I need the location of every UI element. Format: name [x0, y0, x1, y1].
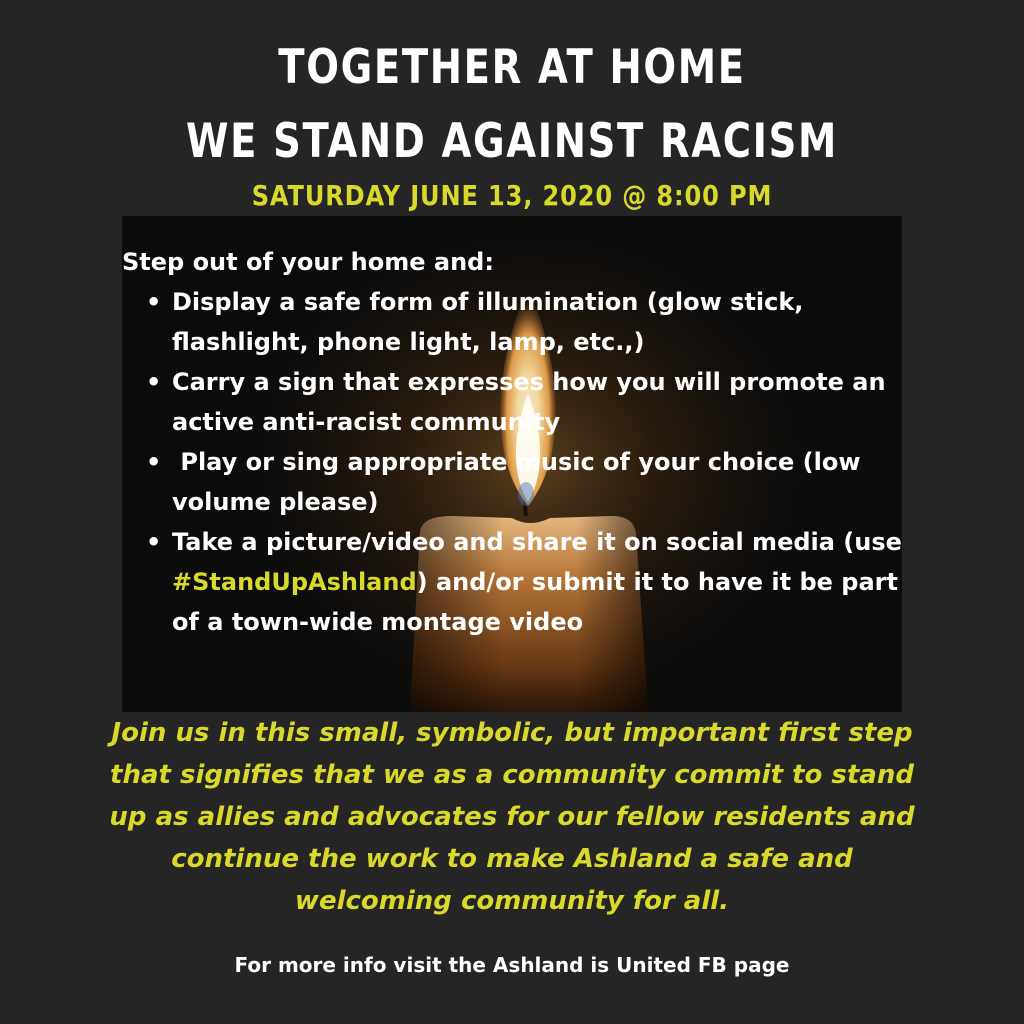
title-line-1: TOGETHER AT HOME [278, 40, 746, 95]
list-item [122, 442, 912, 522]
footer-info: For more info visit the Ashland is United FB page [234, 953, 790, 977]
call-to-action: Join us in this small, symbolic, but important first step that signifies that we as a community commit to stand up as allies and advocates for our fellow residents and continue the work to make Ashland a safe and welcoming community for all. [109, 718, 915, 916]
step-text: Take a picture/video and share it on social media (use [172, 528, 911, 556]
list-item [122, 362, 912, 442]
bullet-icon: • [146, 448, 162, 476]
step-text: ) and/or submit it to have it be part of a town-wide montage video [172, 568, 898, 636]
instructions [122, 242, 912, 642]
title-line-2: WE STAND AGAINST RACISM [185, 114, 839, 169]
step-text: Display a safe form of illumination (glow stick, flashlight, phone light, lamp, etc.,) [172, 288, 804, 356]
instructions-intro: Step out of your home and: [122, 248, 494, 276]
step-text: Carry a sign that expresses how you will promote an active anti-racist community [172, 368, 886, 436]
bullet-icon: • [146, 288, 162, 316]
step-list [122, 282, 912, 642]
hashtag: #StandUpAshland [172, 568, 417, 596]
bullet-icon: • [146, 528, 162, 556]
bullet-icon: • [146, 368, 162, 396]
event-date: SATURDAY JUNE 13, 2020 @ 8:00 PM [251, 179, 773, 212]
step-text: Play or sing appropriate music of your choice (low volume please) [172, 448, 869, 516]
list-item [122, 522, 912, 642]
list-item [122, 282, 912, 362]
